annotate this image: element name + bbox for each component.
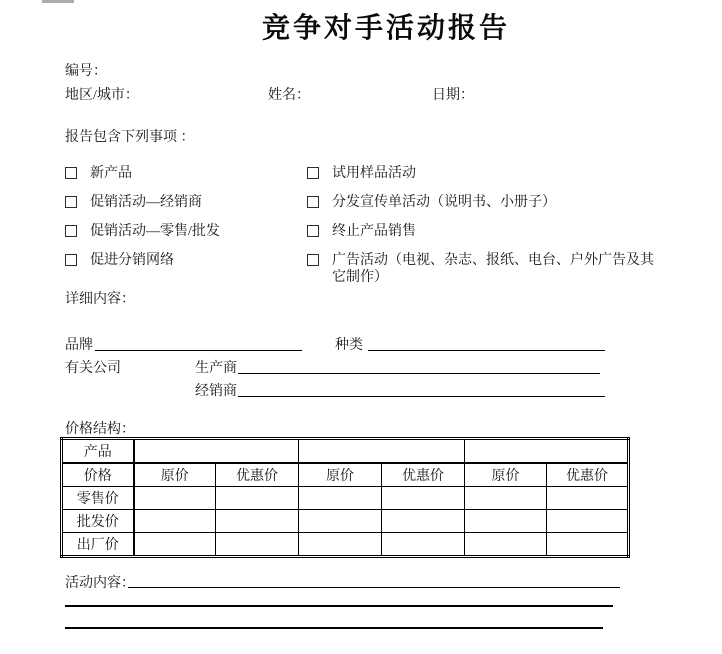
table-row-wholesale-price	[62, 510, 629, 533]
col-header-original-3: 原价	[465, 463, 547, 487]
window-artifact	[42, 0, 74, 3]
checkbox-promo-dealer[interactable]	[65, 196, 77, 208]
checklist-item-trial-sample	[307, 165, 667, 188]
dealer-label: 经销商	[195, 384, 237, 399]
checklist-item-label: 分发宣传单活动（说明书、小册子）	[332, 195, 556, 210]
name-label: 姓名：	[268, 88, 310, 103]
factory-cell-2[interactable]	[216, 533, 299, 557]
checkbox-discontinue-sales[interactable]	[307, 225, 319, 237]
checklist-item-advertising	[307, 252, 667, 286]
region-city-label: 地区/城市：	[65, 88, 139, 103]
factory-cell-4[interactable]	[382, 533, 465, 557]
wholesale-cell-5[interactable]	[465, 510, 547, 533]
activity-content-label: 活动内容：	[65, 576, 135, 591]
col-header-discount-1: 优惠价	[216, 463, 299, 487]
checklist-item-label: 新产品	[90, 166, 132, 181]
number-label: 编号：	[65, 64, 107, 79]
checkbox-trial-sample[interactable]	[307, 167, 319, 179]
factory-cell-5[interactable]	[465, 533, 547, 557]
price-header-cell: 价格	[62, 463, 134, 487]
checklist-item-flyers	[307, 194, 667, 217]
checklist-item-label: 促销活动—经销商	[90, 195, 202, 210]
company-label: 有关公司	[65, 361, 121, 376]
col-header-original-2: 原价	[299, 463, 382, 487]
retail-cell-2[interactable]	[216, 487, 299, 510]
table-row-factory-price	[62, 533, 629, 557]
checklist-item-discontinue-sales	[307, 223, 667, 246]
col-header-original-1: 原价	[134, 463, 216, 487]
checklist-item-label: 试用样品活动	[332, 166, 416, 181]
category-label: 种类	[335, 338, 363, 353]
checkbox-promo-retail[interactable]	[65, 225, 77, 237]
col-header-discount-2: 优惠价	[382, 463, 465, 487]
checklist-item-label: 广告活动（电视、杂志、报纸、电台、户外广告及其它制作）	[332, 253, 654, 285]
date-label: 日期：	[432, 88, 474, 103]
checkbox-distribution-network[interactable]	[65, 254, 77, 266]
checkbox-advertising[interactable]	[307, 254, 319, 266]
price-structure-label: 价格结构：	[65, 422, 135, 437]
retail-cell-4[interactable]	[382, 487, 465, 510]
retail-cell-5[interactable]	[465, 487, 547, 510]
checklist-item-label: 终止产品销售	[332, 224, 416, 239]
activity-fill-line-2[interactable]	[65, 590, 613, 607]
factory-cell-3[interactable]	[299, 533, 382, 557]
manufacturer-label: 生产商	[195, 361, 237, 376]
factory-cell-6[interactable]	[547, 533, 629, 557]
dealer-fill-line[interactable]	[238, 380, 605, 397]
activity-fill-line-1[interactable]	[128, 571, 620, 588]
col-header-discount-3: 优惠价	[547, 463, 629, 487]
table-row-retail-price	[62, 487, 629, 510]
product-header-cell: 产品	[62, 439, 134, 464]
checkbox-flyers[interactable]	[307, 196, 319, 208]
product-name-cell-3[interactable]	[465, 439, 629, 464]
retail-cell-3[interactable]	[299, 487, 382, 510]
details-section-label: 详细内容：	[65, 292, 135, 307]
checklist-item-label: 促进分销网络	[90, 253, 174, 268]
factory-cell-1[interactable]	[134, 533, 216, 557]
brand-fill-line[interactable]	[95, 334, 302, 351]
wholesale-cell-1[interactable]	[134, 510, 216, 533]
wholesale-cell-6[interactable]	[547, 510, 629, 533]
checklist-item-label: 促销活动—零售/批发	[90, 224, 220, 239]
category-fill-line[interactable]	[368, 334, 605, 351]
page-title: 竞争对手活动报告	[261, 13, 510, 44]
retail-cell-6[interactable]	[547, 487, 629, 510]
table-row-product	[62, 439, 629, 464]
checklist-intro: 报告包含下列事项 ：	[65, 130, 195, 145]
checkbox-new-product[interactable]	[65, 167, 77, 179]
product-name-cell-1[interactable]	[134, 439, 299, 464]
row-label-factory: 出厂价	[62, 533, 134, 557]
wholesale-cell-2[interactable]	[216, 510, 299, 533]
product-name-cell-2[interactable]	[299, 439, 465, 464]
wholesale-cell-4[interactable]	[382, 510, 465, 533]
activity-fill-line-3[interactable]	[65, 612, 603, 629]
row-label-wholesale: 批发价	[62, 510, 134, 533]
wholesale-cell-3[interactable]	[299, 510, 382, 533]
manufacturer-fill-line[interactable]	[238, 357, 600, 374]
retail-cell-1[interactable]	[134, 487, 216, 510]
brand-label: 品牌	[65, 338, 93, 353]
price-table	[60, 437, 630, 558]
row-label-retail: 零售价	[62, 487, 134, 510]
checklist-right-column	[307, 165, 667, 292]
table-row-price-header	[62, 463, 629, 487]
